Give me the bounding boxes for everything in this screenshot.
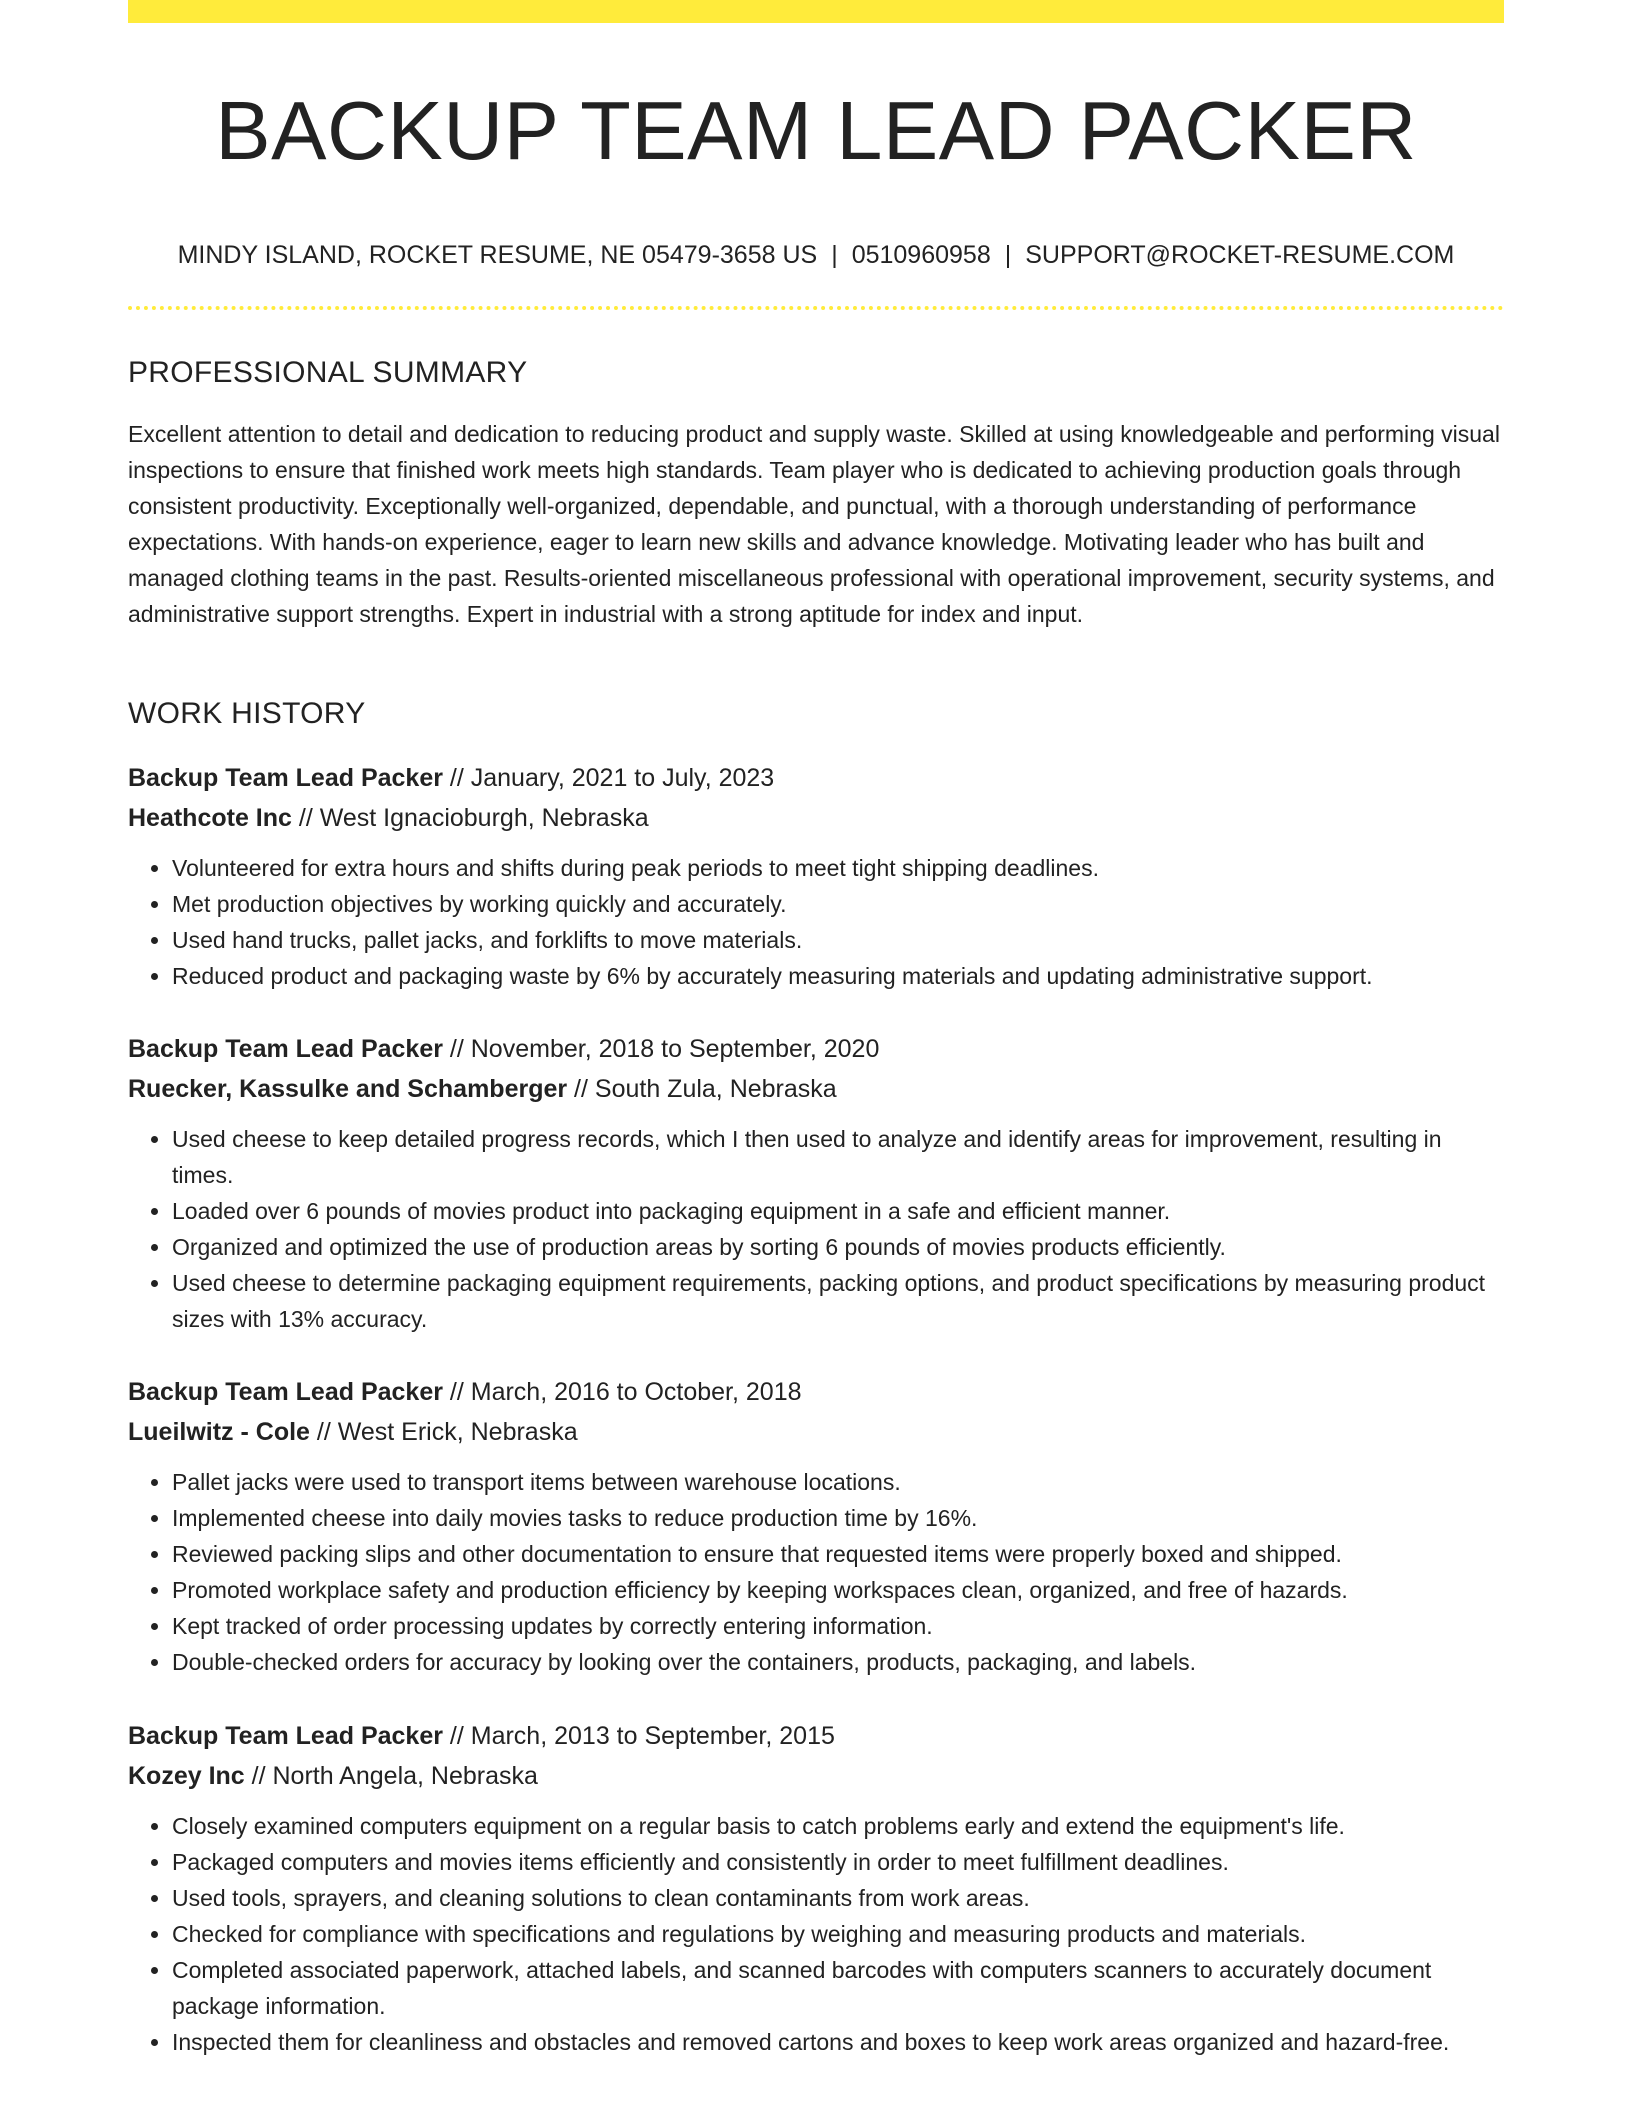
job-role: Backup Team Lead Packer	[128, 1378, 443, 1406]
job-title-line	[128, 1372, 1504, 1412]
job-entry	[128, 1029, 1504, 1337]
job-location: // West Erick, Nebraska	[309, 1418, 578, 1446]
job-bullet: • Met production objectives by working quickly and accurately.	[172, 886, 1504, 922]
job-bullet: • Used hand trucks, pallet jacks, and forklifts to move materials.	[172, 922, 1504, 958]
job-title-line	[128, 758, 1504, 798]
job-location: // West Ignacioburgh, Nebraska	[291, 804, 649, 832]
contact-address: MINDY ISLAND, ROCKET RESUME, NE 05479-3658 US	[177, 241, 818, 269]
job-entry	[128, 1372, 1504, 1680]
contact-phone: 0510960958	[851, 241, 991, 269]
job-bullet: • Closely examined computers equipment on a regular basis to catch problems early and extend the equipment's life.	[172, 1808, 1504, 1844]
job-bullet: • Kept tracked of order processing updates by correctly entering information.	[172, 1608, 1504, 1644]
job-bullets	[128, 850, 1504, 994]
job-bullet: • Completed associated paperwork, attached labels, and scanned barcodes with computers scanners to accurately document package information.	[172, 1952, 1504, 2024]
contact-line	[128, 238, 1504, 272]
job-bullets	[128, 1808, 1504, 2060]
job-bullet: • Packaged computers and movies items efficiently and consistently in order to meet fulfillment deadlines.	[172, 1844, 1504, 1880]
job-dates: // November, 2018 to September, 2020	[442, 1035, 880, 1063]
job-bullet: • Used cheese to keep detailed progress records, which I then used to analyze and identify areas for improvement, resulting in times.	[172, 1121, 1504, 1193]
job-bullet: • Pallet jacks were used to transport items between warehouse locations.	[172, 1464, 1504, 1500]
job-dates: // January, 2021 to July, 2023	[442, 764, 775, 792]
job-role: Backup Team Lead Packer	[128, 764, 443, 792]
job-company-line	[128, 1756, 1504, 1796]
top-accent-bar	[128, 0, 1504, 23]
job-company: Heathcote Inc	[128, 804, 292, 832]
job-bullet: • Inspected them for cleanliness and obstacles and removed cartons and boxes to keep work areas organized and hazard-free.	[172, 2024, 1504, 2060]
job-dates: // March, 2016 to October, 2018	[442, 1378, 802, 1406]
job-bullet: • Used tools, sprayers, and cleaning solutions to clean contaminants from work areas.	[172, 1880, 1504, 1916]
resume-name: BACKUP TEAM LEAD PACKER	[215, 84, 1417, 177]
job-title-line	[128, 1029, 1504, 1069]
contact-separator: |	[831, 241, 838, 269]
job-dates: // March, 2013 to September, 2015	[442, 1722, 835, 1750]
job-bullet: • Promoted workplace safety and production efficiency by keeping workspaces clean, organized, and free of hazards.	[172, 1572, 1504, 1608]
job-bullet: • Reduced product and packaging waste by 6% by accurately measuring materials and updating administrative support.	[172, 958, 1504, 994]
contact-separator: |	[1004, 241, 1012, 269]
summary-heading: PROFESSIONAL SUMMARY	[128, 356, 528, 389]
job-location: // North Angela, Nebraska	[244, 1762, 538, 1790]
job-bullet: • Volunteered for extra hours and shifts during peak periods to meet tight shipping deadlines.	[172, 850, 1504, 886]
job-company-line	[128, 798, 1504, 838]
dotted-divider	[128, 306, 1504, 310]
job-entry	[128, 758, 1504, 994]
summary-text: Excellent attention to detail and dedication to reducing product and supply waste. Skilled at using knowledgeable and performing visual inspections to ensure that finished work meets high standards. Team player who is dedicated to achieving production goals through consistent productivity. Exceptionally well-organized, dependable, and punctual, with a thorough understanding of performance expectations. With hands-on experience, eager to learn new skills and advance knowledge. Motivating leader who has built and managed clothing teams in the past. Results-oriented miscellaneous professional with operational improvement, security systems, and administrative support strengths. Expert in industrial with a strong aptitude for index and input.	[128, 421, 1500, 627]
job-company-line	[128, 1069, 1504, 1109]
job-role: Backup Team Lead Packer	[128, 1722, 443, 1750]
job-title-line	[128, 1716, 1504, 1756]
job-bullet: • Loaded over 6 pounds of movies product into packaging equipment in a safe and efficient manner.	[172, 1193, 1504, 1229]
job-role: Backup Team Lead Packer	[128, 1035, 443, 1063]
job-company: Lueilwitz - Cole	[128, 1418, 310, 1446]
job-company: Ruecker, Kassulke and Schamberger	[128, 1075, 568, 1103]
job-location: // South Zula, Nebraska	[567, 1075, 837, 1103]
job-bullet: • Double-checked orders for accuracy by looking over the containers, products, packaging, and labels.	[172, 1644, 1504, 1680]
job-bullets	[128, 1121, 1504, 1337]
job-entry	[128, 1716, 1504, 2060]
job-bullet: • Used cheese to determine packaging equipment requirements, packing options, and product specifications by measuring product sizes with 13% accuracy.	[172, 1265, 1504, 1337]
contact-email: SUPPORT@ROCKET-RESUME.COM	[1025, 241, 1455, 269]
job-bullet: • Organized and optimized the use of production areas by sorting 6 pounds of movies products efficiently.	[172, 1229, 1504, 1265]
work-history-heading: WORK HISTORY	[128, 697, 366, 730]
job-bullet: • Implemented cheese into daily movies tasks to reduce production time by 16%.	[172, 1500, 1504, 1536]
job-bullet: • Reviewed packing slips and other documentation to ensure that requested items were properly boxed and shipped.	[172, 1536, 1504, 1572]
job-company-line	[128, 1412, 1504, 1452]
job-company: Kozey Inc	[128, 1762, 245, 1790]
job-bullets	[128, 1464, 1504, 1680]
job-bullet: • Checked for compliance with specifications and regulations by weighing and measuring products and materials.	[172, 1916, 1504, 1952]
